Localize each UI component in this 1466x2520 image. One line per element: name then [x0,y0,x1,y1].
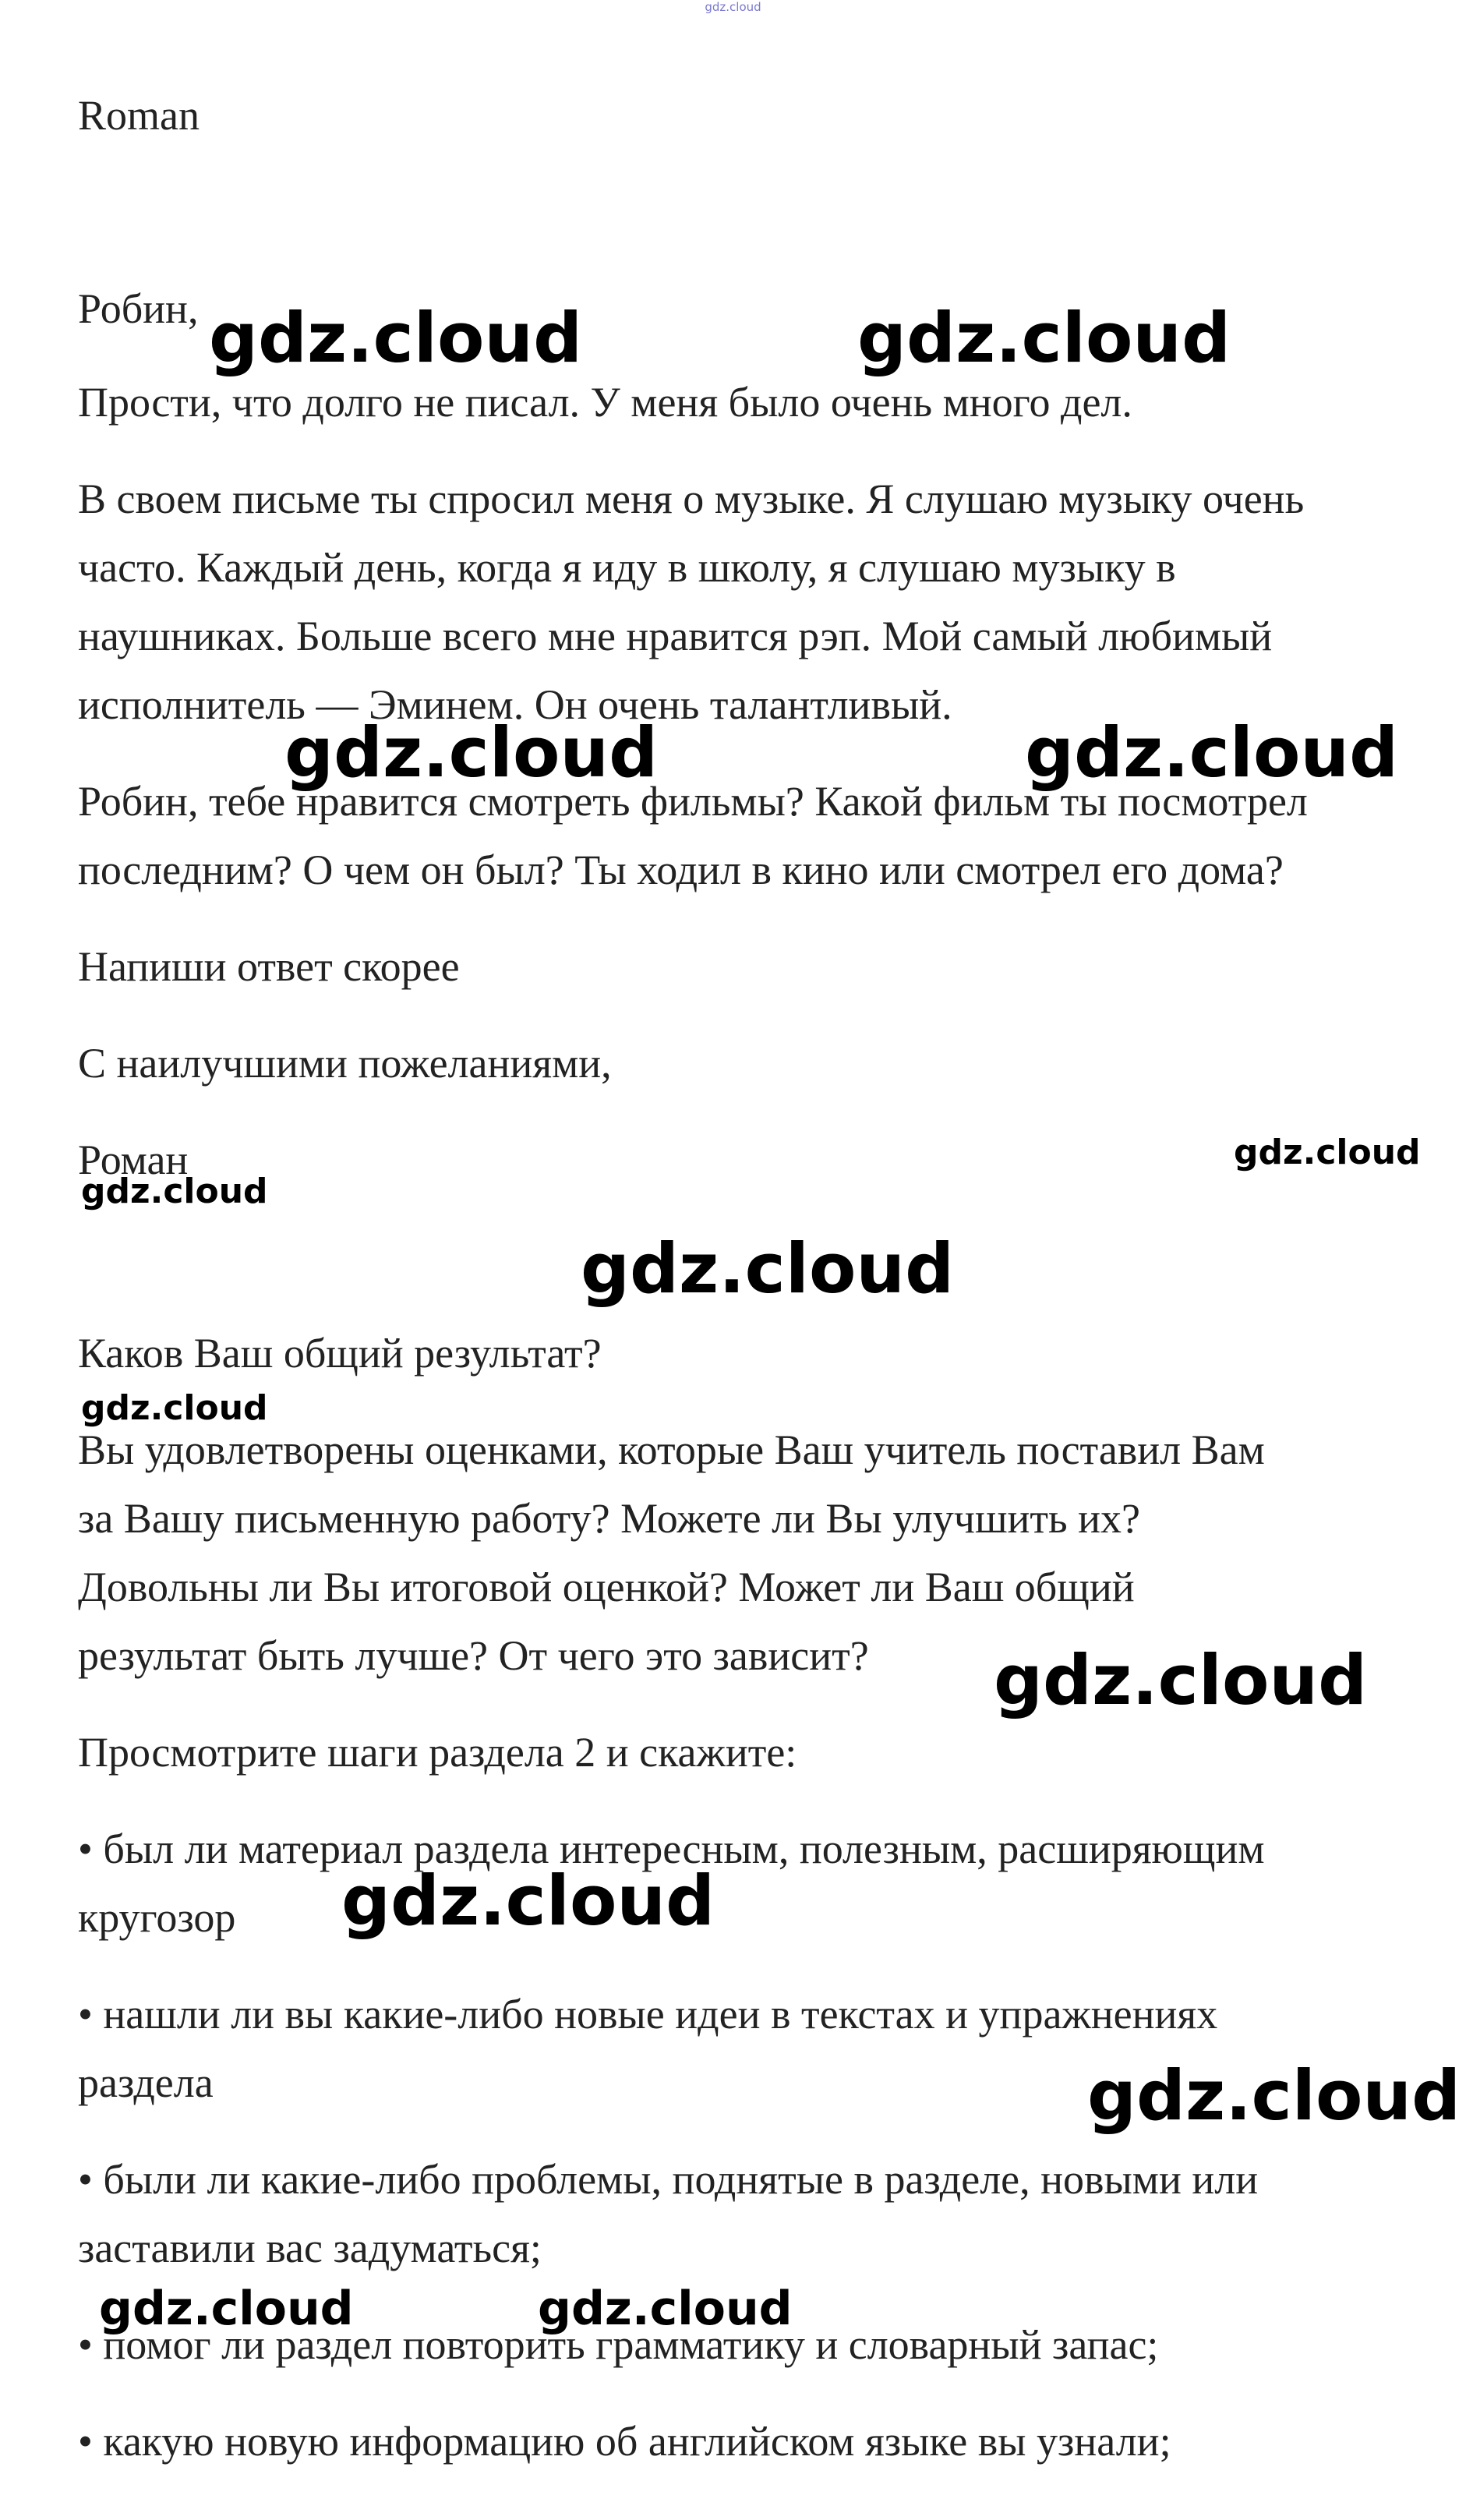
watermark: gdz.cloud [994,1640,1368,1720]
watermark: gdz.cloud [81,1172,268,1211]
header-watermark: gdz.cloud [705,0,761,14]
letter-paragraph-2-line-1: В своем письме ты спросил меня о музыке. Я слушаю музыку очень [78,475,1305,522]
letter-paragraph-3-line-2: последним? О чем он был? Ты ходил в кино или смотрел его дома? [78,846,1284,893]
letter-greeting: Робин, [78,285,199,332]
assessment-intro: Просмотрите шаги раздела 2 и скажите: [78,1729,797,1776]
bullet-5: • какую новую информацию об английском языке вы узнали; [78,2418,1171,2465]
letter-signature: Роман [78,1136,189,1183]
watermark: gdz.cloud [284,712,659,793]
bullet-1-line-1: • был ли материал раздела интересным, полезным, расширяющим [78,1825,1265,1872]
bullet-2-line-2: раздела [78,2059,214,2106]
watermark: gdz.cloud [857,298,1231,378]
letter-paragraph-2-line-3: наушниках. Больше всего мне нравится рэп. Мой самый любимый [78,613,1273,659]
letter-paragraph-3-line-1: Робин, тебе нравится смотреть фильмы? Какой фильм ты посмотрел [78,778,1308,825]
letter-closing: С наилучшими пожеланиями, [78,1040,612,1087]
letter-paragraph-1: Прости, что долго не писал. У меня было очень много дел. [78,379,1132,426]
watermark: gdz.cloud [209,298,583,378]
watermark: gdz.cloud [1234,1133,1421,1172]
assessment-question-line-1: Вы удовлетворены оценками, которые Ваш учитель поставил Вам [78,1426,1265,1473]
assessment-question-line-4: результат быть лучше? От чего это зависит? [78,1632,869,1679]
watermark: gdz.cloud [99,2281,354,2336]
letter-paragraph-2-line-4: исполнитель — Эминем. Он очень талантливый. [78,681,952,728]
bullet-2-line-1: • нашли ли вы какие-либо новые идеи в текстах и упражнениях [78,1991,1218,2038]
author-name: Roman [78,92,200,139]
watermark: gdz.cloud [1087,2055,1461,2136]
letter-paragraph-2-line-2: часто. Каждый день, когда я иду в школу, я слушаю музыку в [78,544,1176,591]
bullet-1-line-2: кругозор [78,1894,236,1941]
bullet-3-line-2: заставили вас задуматься; [78,2225,542,2271]
assessment-heading: Каков Ваш общий результат? [78,1330,602,1377]
assessment-question-line-3: Довольны ли Вы итоговой оценкой? Может ли Ваш общий [78,1564,1135,1610]
bullet-3-line-1: • были ли какие-либо проблемы, поднятые в разделе, новыми или [78,2156,1259,2203]
watermark: gdz.cloud [1025,712,1399,793]
letter-paragraph-4: Напиши ответ скорее [78,943,460,990]
watermark: gdz.cloud [581,1228,955,1309]
watermark: gdz.cloud [341,1861,715,1941]
watermark: gdz.cloud [81,1388,268,1428]
watermark: gdz.cloud [538,2281,793,2336]
assessment-question-line-2: за Вашу письменную работу? Можете ли Вы улучшить их? [78,1495,1141,1542]
bullet-4: • помог ли раздел повторить грамматику и словарный запас; [78,2321,1159,2368]
